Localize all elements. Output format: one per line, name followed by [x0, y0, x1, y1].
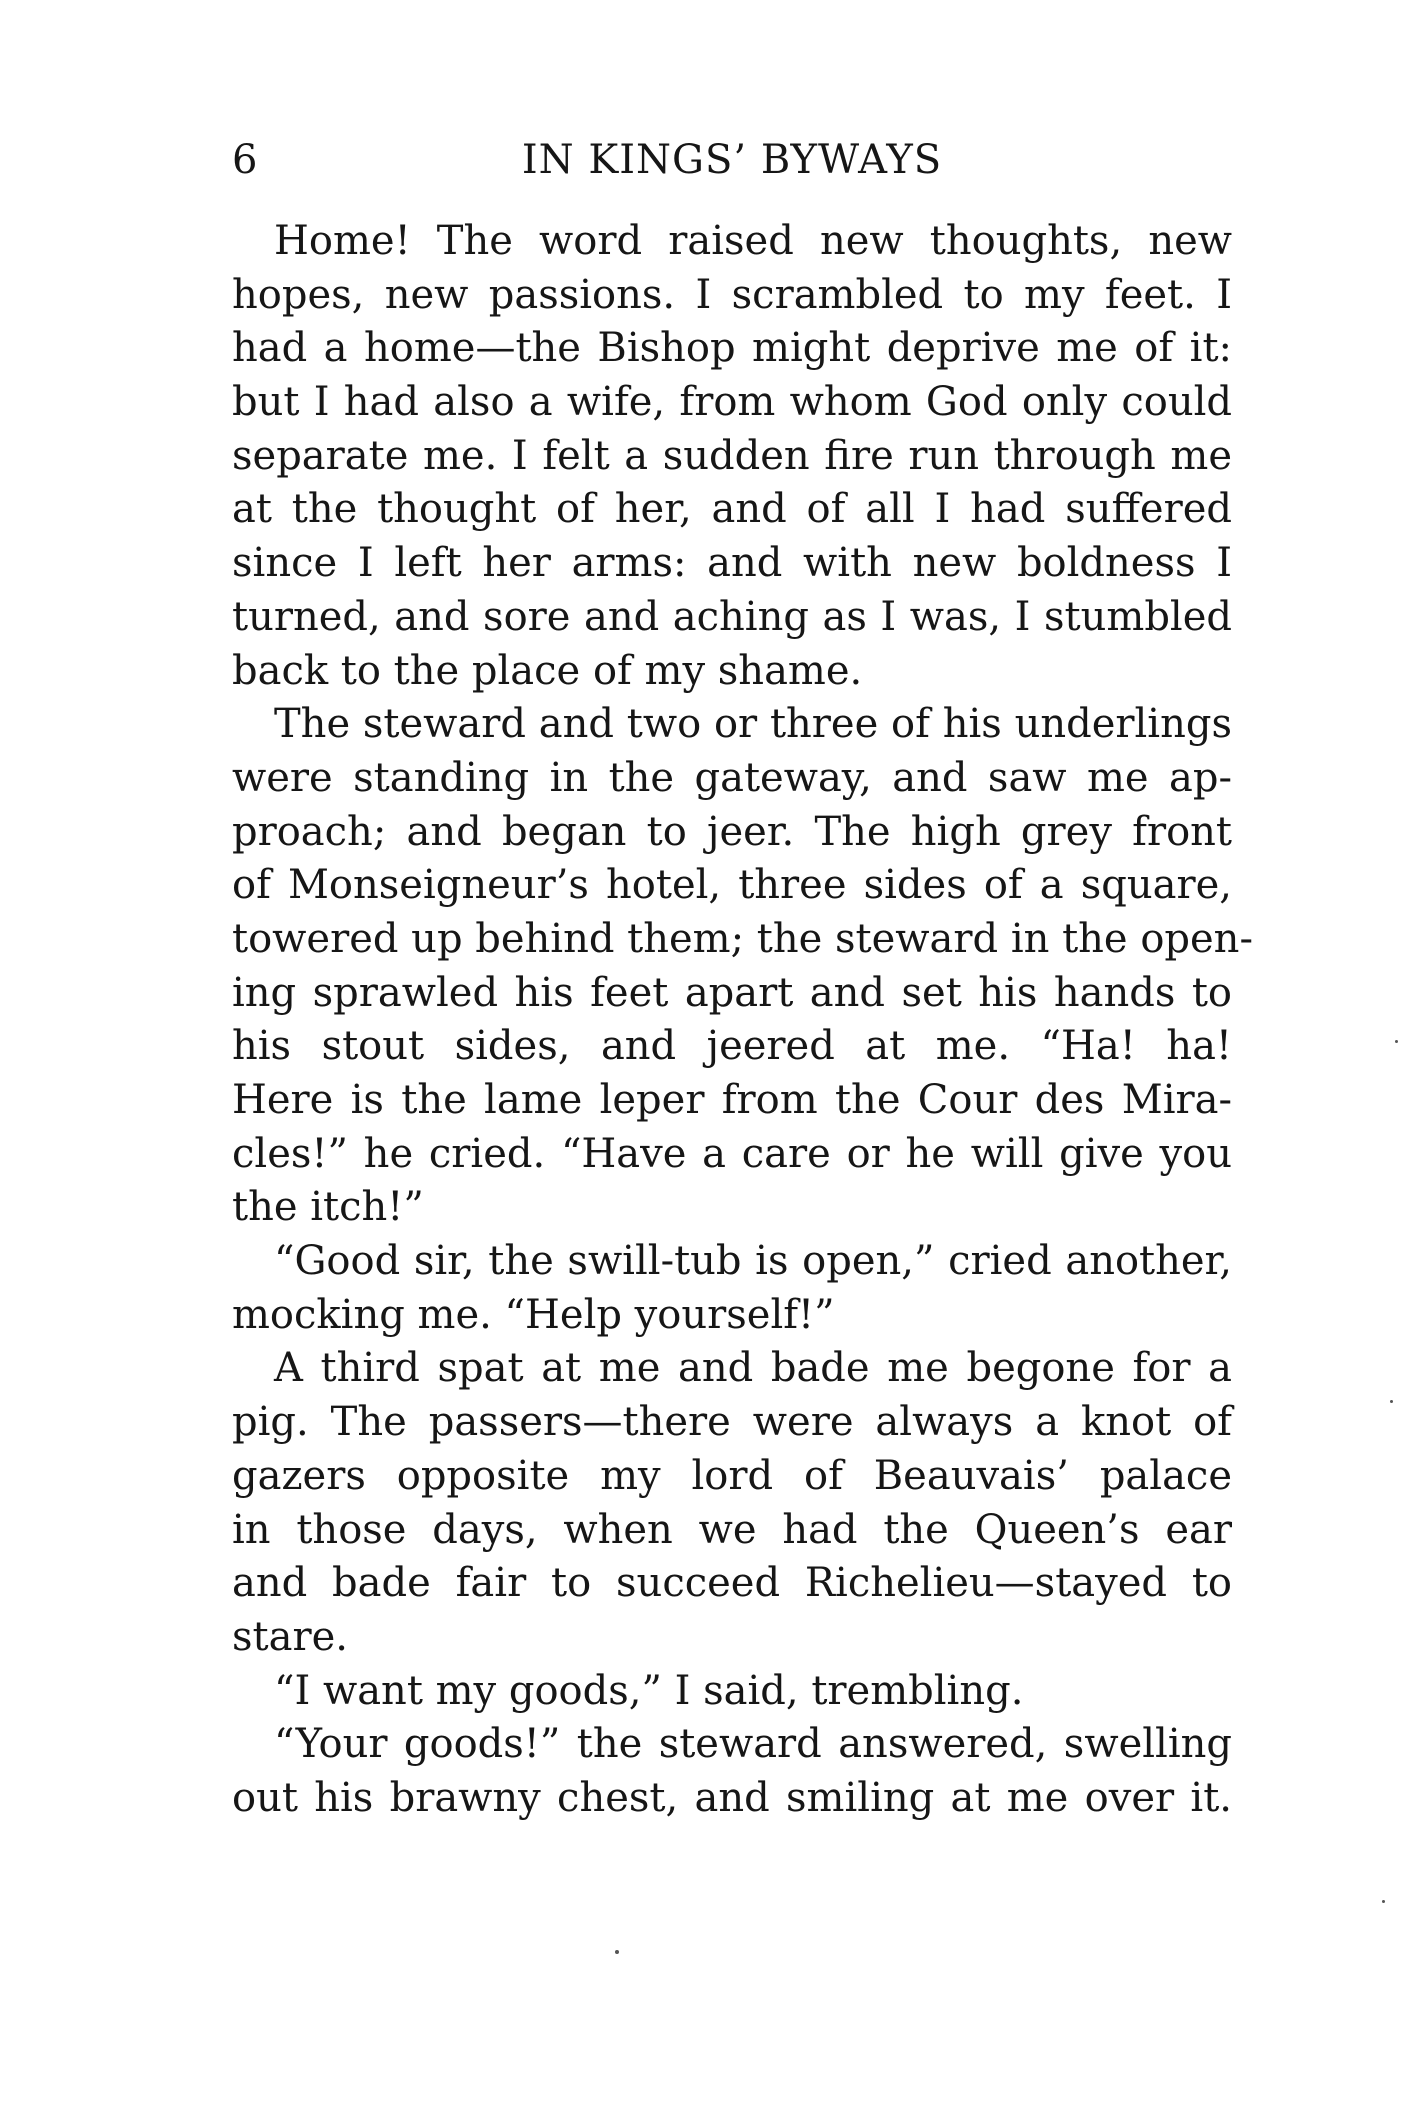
text-line: since I left her arms: and with new boldness I — [232, 540, 1232, 587]
paper-speck — [615, 1950, 619, 1954]
text-line: the itch!” — [232, 1184, 424, 1231]
text-line: The steward and two or three of his underlings — [274, 701, 1232, 748]
page-number: 6 — [232, 137, 258, 183]
text-line: towered up behind them; the steward in the open- — [232, 915, 1253, 962]
text-line: turned, and sore and aching as I was, I stumbled — [232, 593, 1232, 640]
text-line: “I want my goods,” I said, trembling. — [274, 1667, 1024, 1714]
text-line: ing sprawled his feet apart and set his hands to — [232, 969, 1232, 1016]
text-line: hopes, new passions. I scrambled to my feet. I — [232, 271, 1232, 318]
text-line: back to the place of my shame. — [232, 647, 863, 694]
text-line: his stout sides, and jeered at me. “Ha! ha! — [232, 1023, 1232, 1070]
text-line: pig. The passers—there were always a knot of — [232, 1399, 1232, 1446]
text-line: but I had also a wife, from whom God only could — [232, 379, 1232, 426]
text-line: and bade fair to succeed Richelieu—stayed to — [232, 1560, 1232, 1607]
text-line: had a home—the Bishop might deprive me of it: — [232, 325, 1232, 372]
text-line: Home! The word raised new thoughts, new — [274, 218, 1232, 264]
text-line: out his brawny chest, and smiling at me over it. — [232, 1774, 1232, 1821]
text-line: A third spat at me and bade me begone for a — [274, 1345, 1232, 1392]
text-line: mocking me. “Help yourself!” — [232, 1291, 835, 1338]
text-line: cles!” he cried. “Have a care or he will give you — [232, 1130, 1232, 1177]
text-line: at the thought of her, and of all I had suffered — [232, 486, 1232, 533]
text-line: were standing in the gateway, and saw me ap- — [232, 754, 1232, 801]
text-line: “Good sir, the swill-tub is open,” cried another, — [274, 1238, 1232, 1285]
page-header — [232, 130, 1232, 190]
paper-speck — [1395, 1040, 1398, 1043]
text-line: gazers opposite my lord of Beauvais’ palace — [232, 1452, 1232, 1499]
text-line: of Monseigneur’s hotel, three sides of a square, — [232, 862, 1232, 909]
text-line: proach; and began to jeer. The high grey front — [232, 808, 1232, 855]
text-line: separate me. I felt a sudden fire run through me — [232, 432, 1232, 479]
text-line: Here is the lame leper from the Cour des Mira- — [232, 1077, 1232, 1123]
paper-speck — [1382, 1900, 1385, 1903]
body-text — [232, 215, 1253, 1826]
text-line: “Your goods!” the steward answered, swelling — [274, 1721, 1232, 1768]
text-line: stare. — [232, 1613, 348, 1660]
running-title: IN KINGS’ BYWAYS — [521, 137, 943, 183]
paper-speck — [1390, 1400, 1393, 1403]
text-line: in those days, when we had the Queen’s ear — [232, 1506, 1232, 1553]
